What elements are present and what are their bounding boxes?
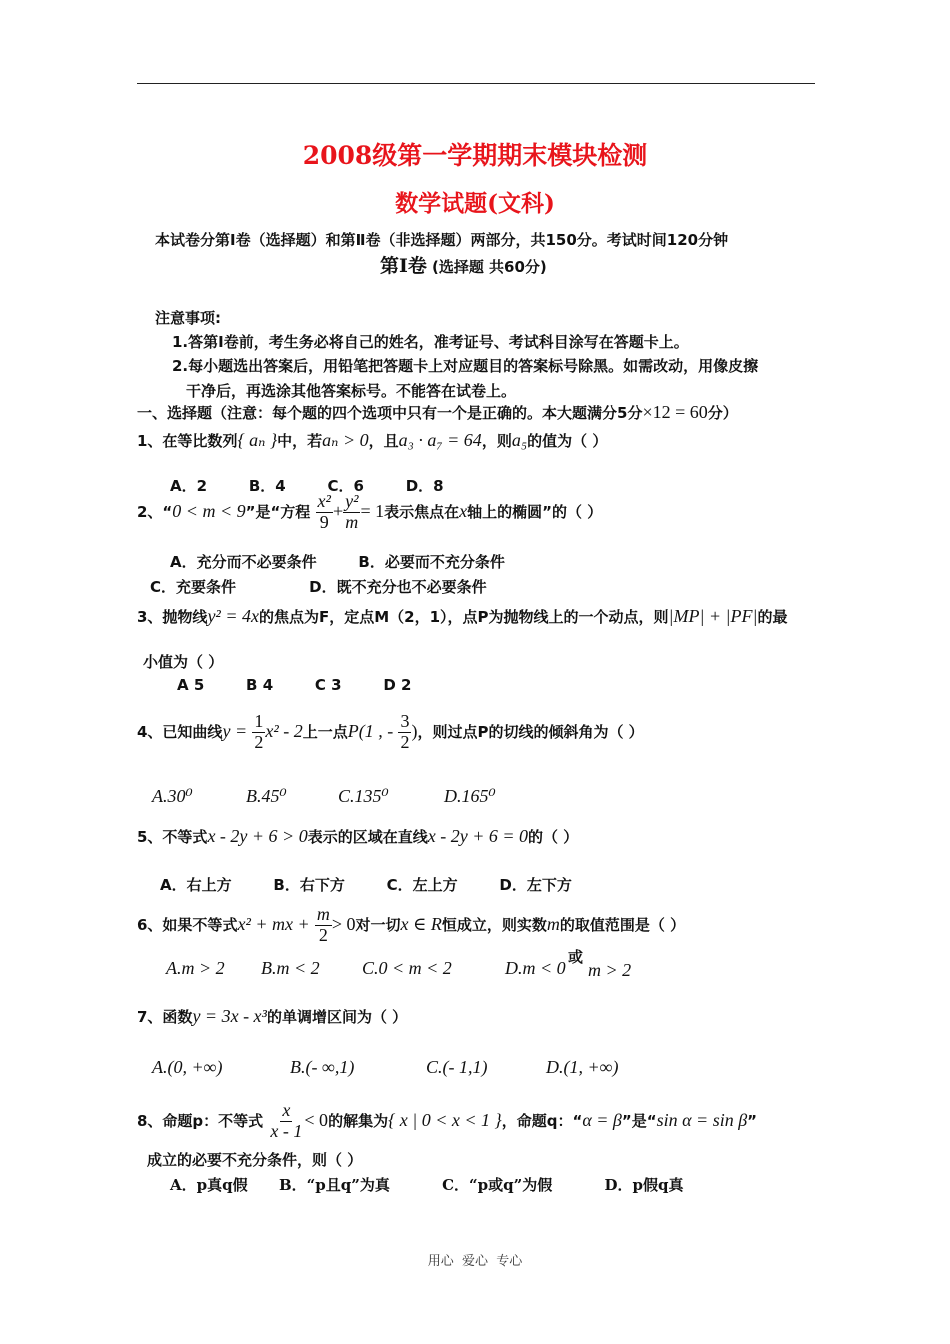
q2-fraction-y [343,492,360,533]
q6-text: 恒成立，则实数 [441,915,547,934]
q8-text: ”是“ [621,1111,657,1130]
q8-math: sin α = sin β [656,1109,748,1130]
q6-math: x² + mx + [237,913,310,934]
q2-frac-den: m [345,511,359,532]
q2-frac-num: y² [345,491,359,511]
q4-option-d: D.165⁰ [444,786,496,806]
q4-text: 4、已知曲线 [137,722,223,741]
q6-fraction [315,905,332,946]
q2-eq: = 1 [360,500,385,521]
page-subtitle: 数学试题(文科) [395,190,555,217]
q8-frac-num: x [282,1100,291,1120]
q4-option-c: C.135⁰ [338,786,389,806]
q8-text: ” [747,1111,758,1130]
q6-frac-num: m [316,904,330,924]
q1-text: 的值为（ ） [527,432,608,450]
q6-option-d: D.m < 0 [505,958,566,978]
q5-math: x - 2y + 6 = 0 [427,826,528,846]
q7-text: 的单调增区间为（ ） [266,1008,408,1026]
q4-text: 上一点 [302,722,348,741]
q2-text: 表示焦点在 [384,502,460,521]
q6-math: > 0 [331,913,356,934]
q5-options: A．右上方 B．右下方 C．左上方 D．左下方 [160,876,572,894]
q2-text: ”是“方程 [245,502,311,521]
q4-text: ，则过点P的切线的倾斜角为（ ） [417,722,644,741]
q4-math: y = [222,720,248,741]
q8-math: < 0 [304,1109,329,1130]
q2-frac-num: x² [317,491,331,511]
q6-text: 的取值范围是（ ） [559,915,686,934]
q1-options: A．2 B．4 C．6 D．8 [170,477,444,495]
question-7 [137,1006,407,1027]
q2-math: 0 < m < 9 [172,500,246,521]
q6-option-d-part2: m > 2 [588,960,632,980]
q3-math: y² = 4x [207,606,259,626]
q2-options-1: A．充分而不必要条件 B．必要而不充分条件 [170,553,505,571]
q5-math: x - 2y + 6 > 0 [207,826,308,846]
question-4 [137,712,644,753]
q4-math: P(1 , - [347,720,394,741]
question-2 [137,492,602,533]
q4-frac-den: 2 [254,731,264,752]
q1-math: a₃ · a₇ = 64 [398,430,482,450]
q6-text: 对一切 [355,915,401,934]
q4-math: x² - 2 [265,720,303,741]
q1-text: 中，若 [277,432,323,450]
q2-math: x [459,500,468,521]
q4-option-b: B.45⁰ [246,786,287,806]
q2-plus: + [332,500,344,521]
question-1 [137,430,607,451]
q4-option-a: A.30⁰ [152,786,193,806]
q8-text: 8、命题p：不等式 [137,1111,264,1130]
q2-text: 轴上的椭圆”的（ ） [467,502,603,521]
q2-fraction-x [316,492,333,533]
question-6 [137,905,685,946]
notice-heading: 注意事项: [155,309,221,327]
page-footer: 用心 爱心 专心 [427,1254,523,1269]
question-5 [137,826,578,847]
question-3 [137,606,787,627]
q8-math: α = β [582,1109,622,1130]
top-rule [137,83,815,84]
q3-text: 的焦点为F，定点M（2，1），点P为抛物线上的一个动点，则 [258,608,669,626]
q6-math: x ∈ R [400,913,442,934]
q8-text: ，命题q：“ [501,1111,583,1130]
section-heading-text: 一、选择题（注意：每个题的四个选项中只有一个是正确的。本大题满分5分 [137,404,643,422]
part-title: 第Ⅰ卷 [380,255,427,277]
notice-item-2: 2.每小题选出答案后，用铅笔把答题卡上对应题目的答案标号除黑。如需改动，用像皮擦 [172,357,759,375]
q7-option-b: B.(- ∞,1) [290,1057,355,1077]
q3-options: A 5 B 4 C 3 D 2 [177,676,412,694]
q3-line-2: 小值为（ ） [143,653,224,671]
q3-text: 3、抛物线 [137,608,208,626]
question-8 [137,1101,757,1142]
page-title: 2008级第一学期期末模块检测 [302,141,648,170]
q2-frac-den: 9 [319,511,329,532]
q6-option-d-or: 或 [568,948,584,966]
q6-option-c: C.0 < m < 2 [362,958,452,978]
section-heading-end: 分） [707,404,738,422]
section-heading-math: ×12 = 60 [642,402,708,422]
q1-math: a₅ [511,430,528,450]
q7-option-c: C.(- 1,1) [426,1057,488,1077]
q7-option-d: D.(1, +∞) [546,1057,619,1077]
part-note: (选择题 共60分) [431,258,547,276]
exam-intro: 本试卷分第Ⅰ卷（选择题）和第Ⅱ卷（非选择题）两部分，共150分。考试时间120分钟 [155,231,729,249]
q8-line-2: 成立的必要不充分条件，则（ ） [147,1151,363,1169]
q8-text: 的解集为 [328,1111,389,1130]
q5-text: 5、不等式 [137,828,208,846]
q5-text: 的（ ） [527,828,579,846]
q4-frac-num: 3 [400,711,410,731]
q4-math: ) [411,720,418,741]
q3-math: |MP| + |PF| [668,606,758,626]
q4-frac-num: 1 [254,711,264,731]
q2-options-2: C．充要条件 D．既不充分也不必要条件 [150,578,487,596]
q7-math: y = 3x - x³ [192,1006,267,1026]
q7-option-a: A.(0, +∞) [152,1057,223,1077]
q4-fraction-half [252,712,265,753]
q6-text: 6、如果不等式 [137,915,238,934]
q1-text: ，且 [368,432,399,450]
q2-text: 2、“ [137,502,173,521]
q5-text: 表示的区域在直线 [307,828,428,846]
notice-item-1: 1.答第Ⅰ卷前，考生务必将自己的姓名，准考证号、考试科目涂写在答题卡上。 [172,333,689,351]
q8-fraction [268,1101,304,1142]
part-heading [380,251,547,278]
q6-option-b: B.m < 2 [261,958,320,978]
notice-item-2-cont: 干净后，再选涂其他答案标号。不能答在试卷上。 [186,382,517,400]
q1-text: ，则 [481,432,512,450]
q6-math: m [546,913,560,934]
q8-options: A．p真q假 B．“p且q”为真 C．“p或q”为假 D．p假q真 [170,1176,684,1194]
q1-math: aₙ > 0 [322,430,369,450]
q7-text: 7、函数 [137,1008,193,1026]
q6-option-a: A.m > 2 [166,958,225,978]
section-heading [137,402,738,423]
q6-frac-den: 2 [318,924,328,945]
q4-frac-den: 2 [400,731,410,752]
q3-text: 的最 [757,608,788,626]
q1-math: { aₙ } [237,430,278,450]
q4-fraction-three-halves [398,712,411,753]
q8-math: { x | 0 < x < 1 } [388,1109,502,1130]
q1-text: 1、在等比数列 [137,432,238,450]
q8-frac-den: x - 1 [270,1120,303,1141]
